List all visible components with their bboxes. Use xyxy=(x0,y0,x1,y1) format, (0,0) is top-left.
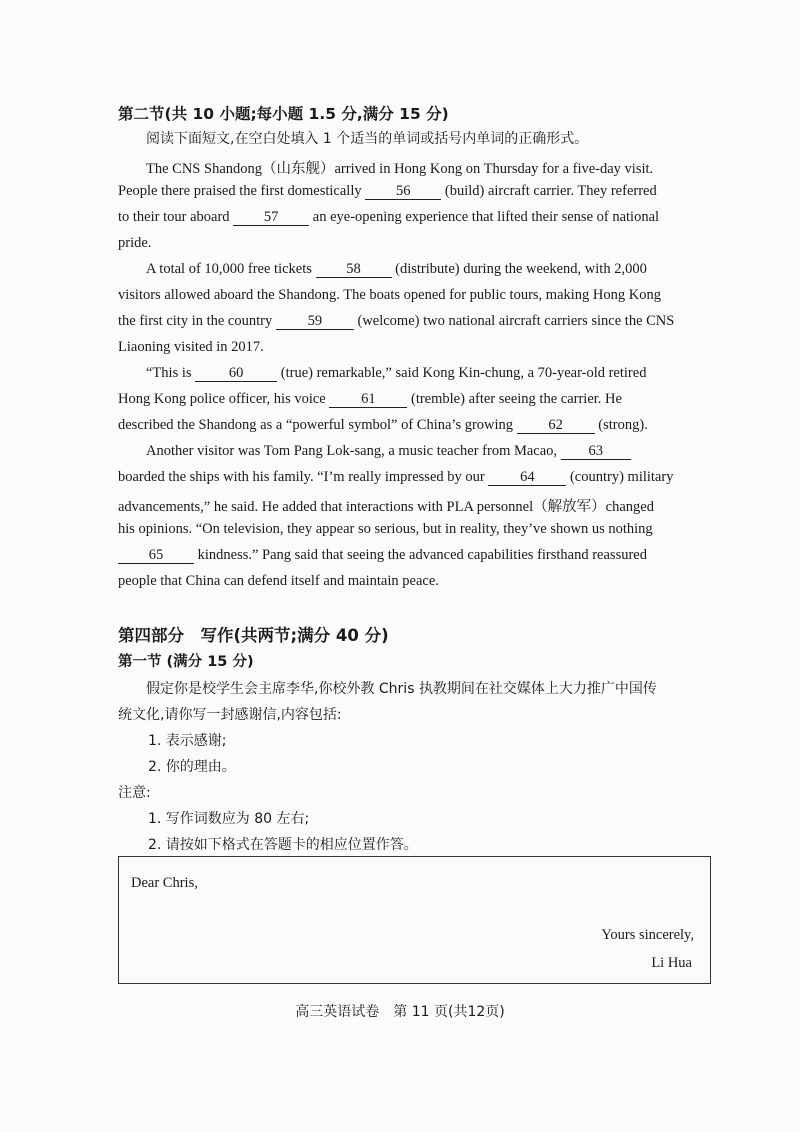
p2-line4: Liaoning visited in 2017. xyxy=(118,339,264,355)
letter-signature: Li Hua xyxy=(651,955,692,971)
p3-line3: described the Shandong as a “powerful symbol” of China’s growing 62 (strong). xyxy=(118,417,648,433)
p2-line2: visitors allowed aboard the Shandong. The boats opened for public tours, making Hong Kong xyxy=(118,287,661,303)
p2-line3: the first city in the country 59 (welcome) two national aircraft carriers since the CNS xyxy=(118,313,675,329)
p4-line3: advancements,” he said. He added that interactions with PLA personnel（解放军）changed xyxy=(118,499,654,515)
blank-60[interactable]: 60 xyxy=(195,366,277,382)
note-2: 2. 请按如下格式在答题卡的相应位置作答。 xyxy=(148,837,418,853)
page-footer: 高三英语试卷 第 11 页(共12页) xyxy=(295,1004,505,1020)
p1-line2: People there praised the first domestically 56 (build) aircraft carrier. They referred xyxy=(118,183,657,199)
requirement-2: 2. 你的理由。 xyxy=(148,759,236,775)
p4-line5: 65 kindness.” Pang said that seeing the advanced capabilities firsthand reassured xyxy=(118,547,710,564)
letter-greeting: Dear Chris, xyxy=(131,875,198,891)
p2-line1: A total of 10,000 free tickets 58 (distribute) during the weekend, with 2,000 xyxy=(146,261,647,277)
p4-line4: his opinions. “On television, they appear so serious, but in reality, they’ve shown us nothing xyxy=(118,521,653,537)
p3-line2: Hong Kong police officer, his voice 61 (tremble) after seeing the carrier. He xyxy=(118,391,622,407)
note-heading: 注意: xyxy=(118,785,151,801)
p3-line1: “This is 60 (true) remarkable,” said Kong Kin-chung, a 70-year-old retired xyxy=(146,365,647,381)
blank-57[interactable]: 57 xyxy=(233,210,309,226)
letter-format-box xyxy=(118,856,711,984)
blank-63[interactable]: 63 xyxy=(561,444,631,460)
blank-64[interactable]: 64 xyxy=(488,470,566,486)
p4-line6: people that China can defend itself and maintain peace. xyxy=(118,573,439,589)
blank-62[interactable]: 62 xyxy=(517,418,595,434)
requirement-1: 1. 表示感谢; xyxy=(148,733,227,749)
prompt-line2: 统文化,请你写一封感谢信,内容包括: xyxy=(118,707,342,723)
blank-58[interactable]: 58 xyxy=(316,262,392,278)
note-1: 1. 写作词数应为 80 左右; xyxy=(148,811,310,827)
blank-65[interactable]: 65 xyxy=(118,548,194,564)
part4-subheading: 第一节 (满分 15 分) xyxy=(118,654,254,670)
p1-line1: The CNS Shandong（山东舰）arrived in Hong Kong on Thursday for a five-day visit. xyxy=(146,161,654,177)
part4-heading: 第四部分 写作(共两节;满分 40 分) xyxy=(118,626,389,645)
prompt-line1: 假定你是校学生会主席李华,你校外教 Chris 执教期间在社交媒体上大力推广中国传 xyxy=(146,681,657,697)
blank-59[interactable]: 59 xyxy=(276,314,354,330)
blank-61[interactable]: 61 xyxy=(329,392,407,408)
blank-56[interactable]: 56 xyxy=(365,184,441,200)
p1-line4: pride. xyxy=(118,235,152,251)
p1-line3: to their tour aboard 57 an eye-opening experience that lifted their sense of national xyxy=(118,209,660,225)
p4-line2: boarded the ships with his family. “I’m really impressed by our 64 (country) military xyxy=(118,469,674,485)
letter-closing: Yours sincerely, xyxy=(601,927,694,943)
section-heading: 第二节(共 10 小题;每小题 1.5 分,满分 15 分) xyxy=(118,105,449,123)
instruction: 阅读下面短文,在空白处填入 1 个适当的单词或括号内单词的正确形式。 xyxy=(146,131,589,147)
p4-line1: Another visitor was Tom Pang Lok-sang, a music teacher from Macao, 63 xyxy=(146,443,710,460)
